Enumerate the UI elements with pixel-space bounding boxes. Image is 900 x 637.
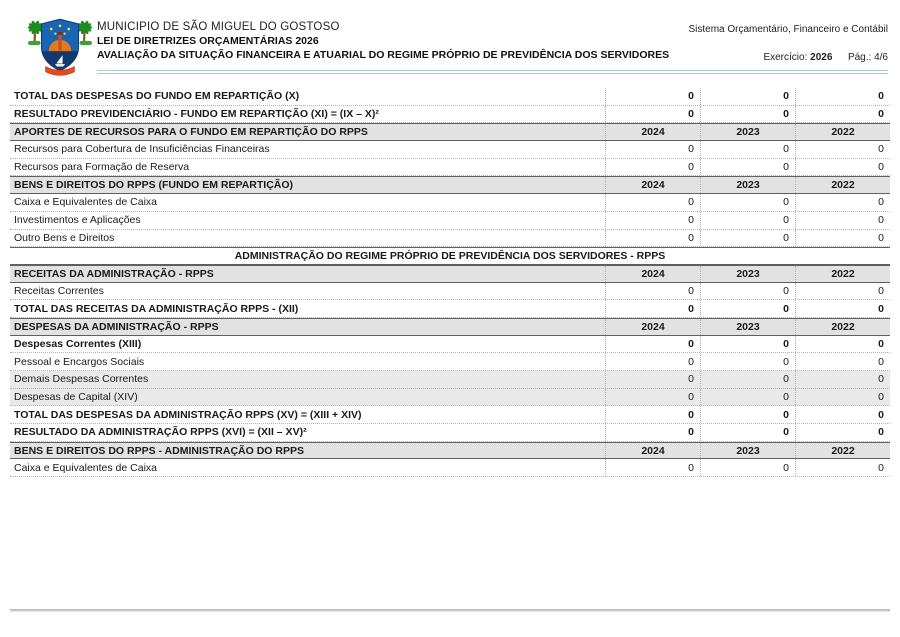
table-row xyxy=(10,230,890,248)
municipality-name: MUNICIPIO DE SÃO MIGUEL DO GOSTOSO xyxy=(97,21,340,33)
page-label: Pág.: xyxy=(847,52,872,63)
value-cell: 0 xyxy=(605,459,700,476)
row-label: TOTAL DAS DESPESAS DO FUNDO EM REPARTIÇÃO (X) xyxy=(14,90,300,103)
value-cell: 0 xyxy=(605,353,700,370)
law-title: LEI DE DIRETRIZES ORÇAMENTÁRIAS 2026 xyxy=(97,35,319,47)
row-label: Caixa e Equivalentes de Caixa xyxy=(14,196,158,209)
row-label: Despesas Correntes (XIII) xyxy=(14,337,142,350)
value-cell: 0 xyxy=(700,88,795,105)
row-label: BENS E DIREITOS DO RPPS - ADMINISTRAÇÃO DO RPPS xyxy=(14,444,304,457)
table-row xyxy=(10,336,890,354)
value-cell: 0 xyxy=(795,459,890,476)
value-cell: 0 xyxy=(795,230,890,247)
row-label: Outro Bens e Direitos xyxy=(14,231,115,244)
value-cell: 0 xyxy=(795,353,890,370)
value-cell: 0 xyxy=(795,371,890,388)
header-rule xyxy=(97,70,888,74)
section-header-row xyxy=(10,442,890,460)
year-column-header: 2022 xyxy=(795,266,890,282)
year-column-header: 2023 xyxy=(700,177,795,193)
value-cell: 0 xyxy=(795,212,890,229)
value-cell: 0 xyxy=(700,230,795,247)
value-cell: 0 xyxy=(795,389,890,406)
value-cell: 0 xyxy=(605,389,700,406)
year-column-header: 2023 xyxy=(700,266,795,282)
table-row xyxy=(10,300,890,318)
table-row xyxy=(10,212,890,230)
table-row xyxy=(10,353,890,371)
year-column-header: 2022 xyxy=(795,177,890,193)
value-cell: 0 xyxy=(605,159,700,176)
row-label: Investimentos e Aplicações xyxy=(14,214,141,227)
value-cell: 0 xyxy=(795,424,890,441)
year-column-header: 2023 xyxy=(700,319,795,335)
table-row xyxy=(10,194,890,212)
report-title: AVALIAÇÃO DA SITUAÇÃO FINANCEIRA E ATUARIAL DO REGIME PRÓPRIO DE PREVIDÊNCIA DOS SERVIDORES xyxy=(97,49,670,61)
value-cell: 0 xyxy=(605,106,700,123)
value-cell: 0 xyxy=(700,353,795,370)
table-row xyxy=(10,406,890,424)
value-cell: 0 xyxy=(605,406,700,423)
value-cell: 0 xyxy=(700,194,795,211)
row-label: Recursos para Cobertura de Insuficiências Financeiras xyxy=(14,143,270,156)
value-cell: 0 xyxy=(605,371,700,388)
section-header-row xyxy=(10,176,890,194)
row-label: Receitas Correntes xyxy=(14,284,104,297)
value-cell: 0 xyxy=(605,88,700,105)
section-header-row xyxy=(10,123,890,141)
value-cell: 0 xyxy=(700,212,795,229)
table-row xyxy=(10,283,890,301)
table-row xyxy=(10,88,890,106)
row-label: Pessoal e Encargos Sociais xyxy=(14,355,145,368)
municipality-crest-icon xyxy=(26,12,94,80)
year-column-header: 2022 xyxy=(795,124,890,140)
year-column-header: 2022 xyxy=(795,443,890,459)
value-cell: 0 xyxy=(795,300,890,317)
table-row xyxy=(10,424,890,442)
value-cell: 0 xyxy=(605,424,700,441)
value-cell: 0 xyxy=(700,141,795,158)
year-column-header: 2024 xyxy=(605,266,700,282)
row-label: RECEITAS DA ADMINISTRAÇÃO - RPPS xyxy=(14,267,214,280)
year-column-header: 2024 xyxy=(605,319,700,335)
value-cell: 0 xyxy=(795,159,890,176)
value-cell: 0 xyxy=(605,194,700,211)
table-row xyxy=(10,459,890,477)
section-header-row xyxy=(10,265,890,283)
year-column-header: 2023 xyxy=(700,443,795,459)
row-label: Despesas de Capital (XIV) xyxy=(14,391,138,404)
row-label: RESULTADO PREVIDENCIÁRIO - FUNDO EM REPARTIÇÃO (XI) = (IX – X)² xyxy=(14,108,379,121)
value-cell: 0 xyxy=(700,406,795,423)
exercise-info xyxy=(763,52,888,63)
value-cell: 0 xyxy=(700,424,795,441)
footer-rule xyxy=(10,609,890,612)
value-cell: 0 xyxy=(700,459,795,476)
value-cell: 0 xyxy=(605,230,700,247)
value-cell: 0 xyxy=(795,283,890,300)
group-title-row xyxy=(10,247,890,265)
value-cell: 0 xyxy=(795,336,890,353)
year-column-header: 2024 xyxy=(605,177,700,193)
row-label: APORTES DE RECURSOS PARA O FUNDO EM REPARTIÇÃO DO RPPS xyxy=(14,126,368,139)
table-row xyxy=(10,106,890,124)
value-cell: 0 xyxy=(795,141,890,158)
value-cell: 0 xyxy=(700,159,795,176)
value-cell: 0 xyxy=(795,194,890,211)
exercise-value: 2026 xyxy=(810,52,833,63)
table-row xyxy=(10,159,890,177)
page-value: 4/6 xyxy=(874,52,888,63)
year-column-header: 2022 xyxy=(795,319,890,335)
value-cell: 0 xyxy=(605,336,700,353)
year-column-header: 2024 xyxy=(605,124,700,140)
row-label: TOTAL DAS DESPESAS DA ADMINISTRAÇÃO RPPS (XV) = (XIII + XIV) xyxy=(14,408,362,421)
year-column-header: 2023 xyxy=(700,124,795,140)
row-label: RESULTADO DA ADMINISTRAÇÃO RPPS (XVI) = (XII – XV)² xyxy=(14,426,307,439)
value-cell: 0 xyxy=(700,389,795,406)
row-label: Recursos para Formação de Reserva xyxy=(14,161,190,174)
row-label: BENS E DIREITOS DO RPPS (FUNDO EM REPARTIÇÃO) xyxy=(14,179,294,192)
value-cell: 0 xyxy=(605,283,700,300)
table-row xyxy=(10,371,890,389)
value-cell: 0 xyxy=(700,336,795,353)
report-header xyxy=(97,20,669,62)
table-row xyxy=(10,389,890,407)
value-cell: 0 xyxy=(795,406,890,423)
row-label: Demais Despesas Correntes xyxy=(14,373,149,386)
value-cell: 0 xyxy=(605,141,700,158)
value-cell: 0 xyxy=(700,283,795,300)
value-cell: 0 xyxy=(795,106,890,123)
group-title: ADMINISTRAÇÃO DO REGIME PRÓPRIO DE PREVIDÊNCIA DOS SERVIDORES - RPPS xyxy=(234,250,666,263)
value-cell: 0 xyxy=(700,300,795,317)
value-cell: 0 xyxy=(795,88,890,105)
value-cell: 0 xyxy=(605,212,700,229)
report-table xyxy=(10,88,890,477)
year-column-header: 2024 xyxy=(605,443,700,459)
row-label: Caixa e Equivalentes de Caixa xyxy=(14,461,158,474)
value-cell: 0 xyxy=(605,300,700,317)
value-cell: 0 xyxy=(700,371,795,388)
exercise-label: Exercício: xyxy=(763,52,808,63)
row-label: TOTAL DAS RECEITAS DA ADMINISTRAÇÃO RPPS - (XII) xyxy=(14,302,299,315)
system-name: Sistema Orçamentário, Financeiro e Contábil xyxy=(688,24,888,35)
row-label: DESPESAS DA ADMINISTRAÇÃO - RPPS xyxy=(14,320,219,333)
section-header-row xyxy=(10,318,890,336)
table-row xyxy=(10,141,890,159)
value-cell: 0 xyxy=(700,106,795,123)
